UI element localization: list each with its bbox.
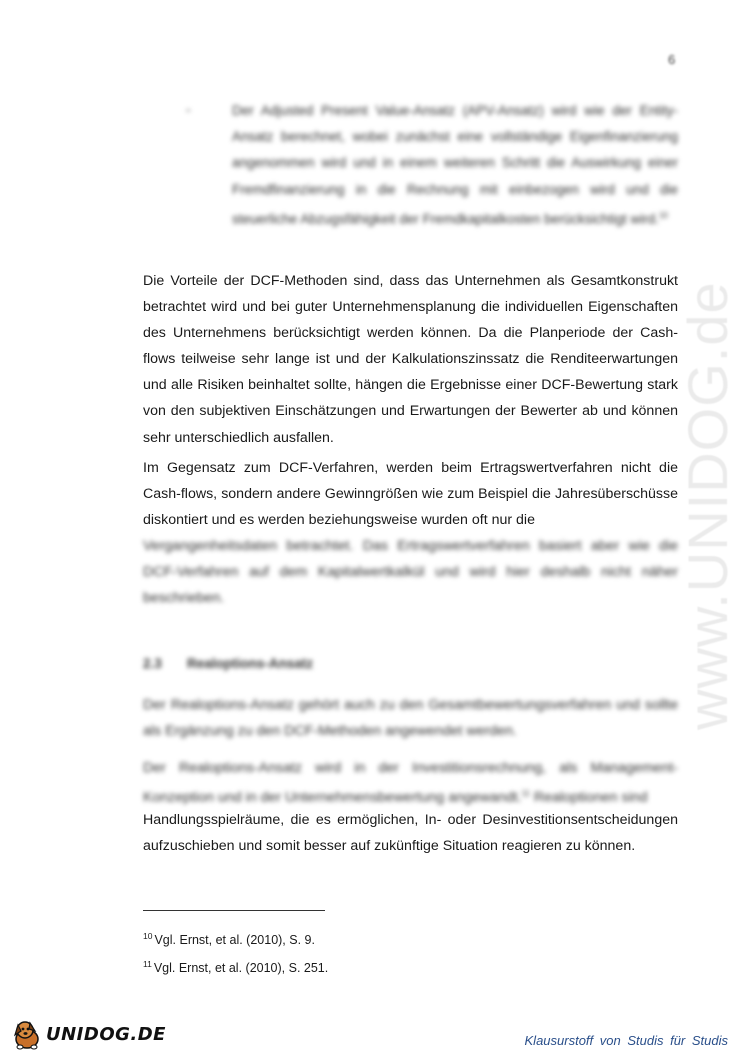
paragraph-text: Die Vorteile der DCF-Methoden sind, dass das Unternehmen als Gesamtkonstrukt betrachtet wird und bei guter Unternehmensplanung die individuellen Eigenschaften des Unternehmens berücksichtigt werden können. Da die Planperiode der Cash-flows teilweise sehr lange ist und der Kalkulationszinssatz die Renditeerwartungen und alle Risiken beinhaltet sollte, hängen die Ergebnisse einer DCF-Bewertung stark von den subjektiven Einschätzungen und Erwartungen der Bewerter ab und können sehr unterschiedlich ausfallen. [143, 273, 678, 446]
section-heading [143, 656, 313, 671]
paragraph-ertragswert-blurred [143, 533, 678, 611]
paragraph-text [143, 755, 678, 811]
footnote-10 [143, 931, 315, 947]
watermark: www.UNIDOG.de [676, 281, 739, 730]
paragraph-realoptions-visible [143, 807, 678, 859]
footnote-11 [143, 959, 328, 975]
paragraph-realoptions-blurred [143, 755, 678, 811]
footnote-ref-10: 10 [658, 210, 668, 220]
paragraph-text: Der Realoptions-Ansatz gehört auch zu den Gesamtbewertungsverfahren und sollte als Ergänzung zu den DCF-Methoden angewendet werden. [143, 697, 678, 740]
paragraph-ertragswert-visible [143, 455, 678, 533]
page-number: 6 [668, 52, 676, 67]
footnote-number: 10 [143, 931, 153, 941]
footnote-divider [143, 910, 325, 911]
unidog-logo[interactable] [10, 1016, 166, 1052]
paragraph-text: Im Gegensatz zum DCF-Verfahren, werden beim Ertragswertverfahren nicht die Cash-flows, sondern andere Gewinngrößen wie zum Beispiel die Jahresüberschüsse diskontiert und es werden beziehungsweise wurden oft nur die [143, 460, 678, 529]
section-title: Realoptions-Ansatz [187, 656, 314, 671]
bullet-text: Der Adjusted Present Value-Ansatz (APV-Ansatz) wird wie der Entity-Ansatz berechnet, wobei zunächst eine vollständige Eigenfinanzierung angenommen wird und in einem weiteren Schritt die Auswirkung einer Fremdfinanzierung in die Rechnung mit einbezogen wird und die steuerliche Abzugsfähigkeit der Fremdkapitalkosten berücksichtigt wird. [232, 103, 678, 227]
paragraph-realoptions-intro [143, 692, 678, 744]
bullet-item-apv [186, 98, 678, 233]
logo-text: UNIDOG.DE [46, 1023, 166, 1045]
paragraph-text: Handlungsspielräume, die es ermöglichen, In- oder Desinvestitionsentscheidungen aufzuschieben und somit besser auf zukünftige Situation reagieren zu können. [143, 812, 678, 855]
footnote-ref-11: 11 [521, 789, 530, 799]
paragraph-text-part: Der Realoptions-Ansatz wird in der Investitionsrechnung, als Management-Konzeption und in der Unternehmensbewertung angewandt. [143, 760, 678, 806]
footnote-text: Vgl. Ernst, et al. (2010), S. 251. [153, 961, 329, 975]
bullet-text-wrapper [232, 98, 678, 233]
footnote-text: Vgl. Ernst, et al. (2010), S. 9. [154, 933, 315, 947]
paragraph-text: Vergangenheitsdaten betrachtet. Das Ertragswertverfahren basiert aber wie die DCF-Verfahren auf dem Kapitalwertkalkül und wird hier deshalb nicht näher beschrieben. [143, 538, 678, 607]
paragraph-dcf-advantages [143, 268, 678, 451]
bullet-dash: - [186, 102, 191, 117]
dog-mascot-icon [10, 1017, 44, 1051]
section-number: 2.3 [143, 656, 162, 671]
footnote-number: 11 [143, 959, 152, 969]
paragraph-text-tail: Realoptionen sind [533, 789, 648, 806]
footer-tagline: Klausurstoff von Studis für Studis [524, 1033, 728, 1048]
